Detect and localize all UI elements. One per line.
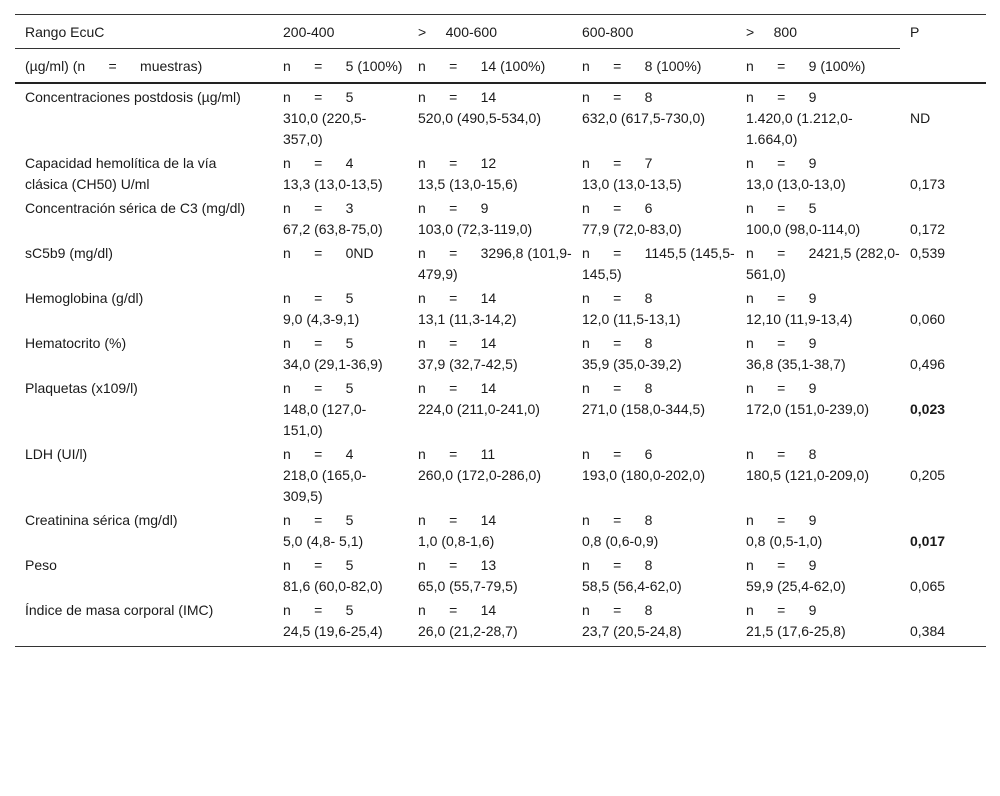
value-cell — [273, 555, 408, 600]
median-range: 12,10 (11,9-13,4) — [746, 311, 853, 327]
value-cell — [572, 555, 736, 600]
median-range: 271,0 (158,0-344,5) — [582, 401, 705, 417]
value-cell — [736, 198, 900, 243]
p-value-cell — [900, 510, 986, 555]
median-range: 24,5 (19,6-25,4) — [283, 623, 383, 639]
median-range: 12,0 (11,5-13,1) — [582, 311, 681, 327]
p-value: 0,205 — [910, 467, 946, 483]
median-range: 1.420,0 (1.212,0-1.664,0) — [746, 110, 853, 147]
value-cell — [273, 378, 408, 444]
sample-count: n = 3 — [283, 200, 354, 216]
header-cell: (µg/ml) (n = muestras) — [15, 49, 273, 84]
value-cell — [273, 600, 408, 647]
median-range: 224,0 (211,0-241,0) — [418, 401, 540, 417]
p-value-cell — [900, 555, 986, 600]
sample-count: n = 11 — [418, 446, 496, 462]
sample-count: n = 6 — [582, 446, 653, 462]
header-cell: n = 9 (100%) — [736, 49, 900, 84]
sample-count: n = 9 — [746, 380, 817, 396]
value-cell — [408, 378, 572, 444]
median-range: 0,8 (0,5-1,0) — [746, 533, 823, 549]
sample-count: n = 5 — [283, 380, 354, 396]
sample-count: n = 14 — [418, 89, 497, 105]
median-range: 13,5 (13,0-15,6) — [418, 176, 518, 192]
sample-count: n = 5 — [283, 335, 354, 351]
p-value: 0,060 — [910, 311, 946, 327]
value-cell — [572, 333, 736, 378]
p-value: 0,496 — [910, 356, 946, 372]
median-range: 260,0 (172,0-286,0) — [418, 467, 541, 483]
value-cell — [736, 153, 900, 198]
sample-count: n = 9 — [746, 602, 817, 618]
results-table — [15, 14, 986, 647]
p-value: 0,172 — [910, 221, 946, 237]
p-value-cell — [900, 288, 986, 333]
median-range: 67,2 (63,8-75,0) — [283, 221, 383, 237]
value-cell — [572, 83, 736, 153]
row-label: Peso — [25, 557, 57, 573]
median-range: 35,9 (35,0-39,2) — [582, 356, 682, 372]
value-cell — [408, 83, 572, 153]
value-cell — [736, 444, 900, 510]
sample-count: n = 4 — [283, 446, 354, 462]
sample-count: n = 14 — [418, 290, 497, 306]
sample-count: n = 9 — [746, 155, 817, 171]
median-range: 218,0 (165,0-309,5) — [283, 467, 367, 504]
median-range: 59,9 (25,4-62,0) — [746, 578, 846, 594]
row-label: LDH (UI/l) — [25, 446, 88, 462]
row-label: Índice de masa corporal (IMC) — [15, 600, 273, 647]
median-range: 37,9 (32,7-42,5) — [418, 356, 518, 372]
median-range: 1,0 (0,8-1,6) — [418, 533, 495, 549]
header-cell: Rango EcuC — [15, 15, 273, 49]
p-value: 0,023 — [910, 401, 946, 417]
table-row — [15, 555, 986, 600]
median-range: 180,5 (121,0-209,0) — [746, 467, 869, 483]
header-cell: n = 8 (100%) — [572, 49, 736, 84]
header-row-ranges — [15, 15, 986, 49]
p-value-cell — [900, 600, 986, 647]
sample-count: n = 9 — [746, 89, 817, 105]
p-value: 0,539 — [910, 245, 946, 261]
sample-count: n = 8 — [582, 89, 653, 105]
value-cell — [408, 153, 572, 198]
row-label: Plaquetas (x109/l) — [25, 380, 138, 396]
sample-count: n = 0ND — [283, 245, 374, 261]
header-cell: n = 5 (100%) — [273, 49, 408, 84]
sample-count: n = 14 — [418, 380, 497, 396]
value-cell — [572, 243, 736, 288]
value-cell — [736, 333, 900, 378]
header-row-samples — [15, 49, 986, 84]
table-row — [15, 243, 986, 288]
value-cell — [572, 198, 736, 243]
median-range: 36,8 (35,1-38,7) — [746, 356, 846, 372]
sample-count: n = 5 — [283, 290, 354, 306]
value-cell — [572, 444, 736, 510]
value-cell — [408, 243, 572, 288]
value-cell — [736, 288, 900, 333]
value-cell — [736, 600, 900, 647]
median-range: 172,0 (151,0-239,0) — [746, 401, 869, 417]
value-cell — [273, 198, 408, 243]
sample-count: n = 5 — [746, 200, 817, 216]
header-cell: n = 14 (100%) — [408, 49, 572, 84]
value-cell — [273, 83, 408, 153]
sample-count: n = 9 — [418, 200, 489, 216]
header-cell: 600-800 — [572, 15, 736, 49]
sample-count: n = 8 — [582, 602, 653, 618]
median-range: 148,0 (127,0-151,0) — [283, 401, 367, 438]
median-range: 77,9 (72,0-83,0) — [582, 221, 682, 237]
sample-count: n = 9 — [746, 512, 817, 528]
row-label: Hemoglobina (g/dl) — [25, 290, 144, 306]
value-cell — [408, 444, 572, 510]
p-value-cell — [900, 198, 986, 243]
sample-count: n = 7 — [582, 155, 653, 171]
p-value-cell — [900, 243, 986, 288]
p-value-cell — [900, 444, 986, 510]
value-cell — [572, 510, 736, 555]
row-label: sC5b9 (mg/dl) — [25, 245, 113, 261]
median-range: 310,0 (220,5-357,0) — [283, 110, 367, 147]
median-range: 100,0 (98,0-114,0) — [746, 221, 861, 237]
sample-count: n = 9 — [746, 335, 817, 351]
header-cell: > 800 — [736, 15, 900, 49]
table-row — [15, 83, 986, 153]
header-cell: 200-400 — [273, 15, 408, 49]
sample-count: n = 9 — [746, 290, 817, 306]
header-cell: > 400-600 — [408, 15, 572, 49]
median-range: 520,0 (490,5-534,0) — [418, 110, 541, 126]
sample-count: n = 5 — [283, 602, 354, 618]
value-cell — [736, 378, 900, 444]
value-cell — [408, 600, 572, 647]
median-range: 13,1 (11,3-14,2) — [418, 311, 517, 327]
table-row — [15, 510, 986, 555]
row-label: Concentraciones postdosis (µg/ml) — [15, 83, 273, 153]
p-value: 0,173 — [910, 176, 946, 192]
sample-count: n = 3296,8 (101,9-479,9) — [418, 245, 572, 282]
table-row — [15, 378, 986, 444]
median-range: 13,0 (13,0-13,0) — [746, 176, 846, 192]
p-value: ND — [910, 110, 931, 126]
median-range: 103,0 (72,3-119,0) — [418, 221, 533, 237]
sample-count: n = 5 — [283, 89, 354, 105]
sample-count: n = 12 — [418, 155, 497, 171]
median-range: 81,6 (60,0-82,0) — [283, 578, 383, 594]
value-cell — [736, 555, 900, 600]
median-range: 65,0 (55,7-79,5) — [418, 578, 518, 594]
sample-count: n = 13 — [418, 557, 497, 573]
value-cell — [273, 153, 408, 198]
sample-count: n = 5 — [283, 557, 354, 573]
table-row — [15, 288, 986, 333]
median-range: 23,7 (20,5-24,8) — [582, 623, 682, 639]
sample-count: n = 8 — [582, 380, 653, 396]
row-label: Hematocrito (%) — [25, 335, 127, 351]
sample-count: n = 8 — [582, 557, 653, 573]
p-value: 0,065 — [910, 578, 946, 594]
sample-count: n = 5 — [283, 512, 354, 528]
median-range: 26,0 (21,2-28,7) — [418, 623, 518, 639]
value-cell — [408, 510, 572, 555]
value-cell — [736, 510, 900, 555]
median-range: 21,5 (17,6-25,8) — [746, 623, 846, 639]
sample-count: n = 8 — [746, 446, 817, 462]
value-cell — [736, 83, 900, 153]
sample-count: n = 8 — [582, 335, 653, 351]
median-range: 13,3 (13,0-13,5) — [283, 176, 383, 192]
value-cell — [408, 333, 572, 378]
value-cell — [273, 288, 408, 333]
p-value-cell — [900, 83, 986, 153]
p-value-cell — [900, 333, 986, 378]
median-range: 0,8 (0,6-0,9) — [582, 533, 659, 549]
median-range: 9,0 (4,3-9,1) — [283, 311, 360, 327]
median-range: 5,0 (4,8- 5,1) — [283, 533, 364, 549]
median-range: 58,5 (56,4-62,0) — [582, 578, 682, 594]
sample-count: n = 9 — [746, 557, 817, 573]
sample-count: n = 8 — [582, 290, 653, 306]
sample-count: n = 2421,5 (282,0-561,0) — [746, 245, 900, 282]
value-cell — [572, 153, 736, 198]
row-label: Capacidad hemolítica de la vía clásica (CH50) U/ml — [25, 155, 217, 192]
sample-count: n = 6 — [582, 200, 653, 216]
value-cell — [736, 243, 900, 288]
header-cell-p: P — [900, 15, 986, 84]
value-cell — [273, 333, 408, 378]
value-cell — [572, 288, 736, 333]
table-row — [15, 333, 986, 378]
table-row — [15, 198, 986, 243]
median-range: 34,0 (29,1-36,9) — [283, 356, 383, 372]
row-label: Creatinina sérica (mg/dl) — [25, 512, 178, 528]
value-cell — [408, 555, 572, 600]
value-cell — [572, 378, 736, 444]
table-row — [15, 444, 986, 510]
value-cell — [408, 288, 572, 333]
results-table-container — [15, 14, 986, 647]
p-value: 0,017 — [910, 533, 946, 549]
p-value-cell — [900, 153, 986, 198]
value-cell — [273, 444, 408, 510]
value-cell — [572, 600, 736, 647]
sample-count: n = 14 — [418, 602, 497, 618]
sample-count: n = 14 — [418, 335, 497, 351]
sample-count: n = 1145,5 (145,5-145,5) — [582, 245, 735, 282]
table-row — [15, 600, 986, 647]
p-value-cell — [900, 378, 986, 444]
value-cell — [273, 243, 408, 288]
value-cell — [273, 510, 408, 555]
table-row — [15, 153, 986, 198]
median-range: 13,0 (13,0-13,5) — [582, 176, 682, 192]
median-range: 193,0 (180,0-202,0) — [582, 467, 705, 483]
row-label: Concentración sérica de C3 (mg/dl) — [25, 200, 246, 216]
sample-count: n = 8 — [582, 512, 653, 528]
sample-count: n = 4 — [283, 155, 354, 171]
median-range: 632,0 (617,5-730,0) — [582, 110, 705, 126]
value-cell — [408, 198, 572, 243]
p-value: 0,384 — [910, 623, 946, 639]
sample-count: n = 14 — [418, 512, 497, 528]
